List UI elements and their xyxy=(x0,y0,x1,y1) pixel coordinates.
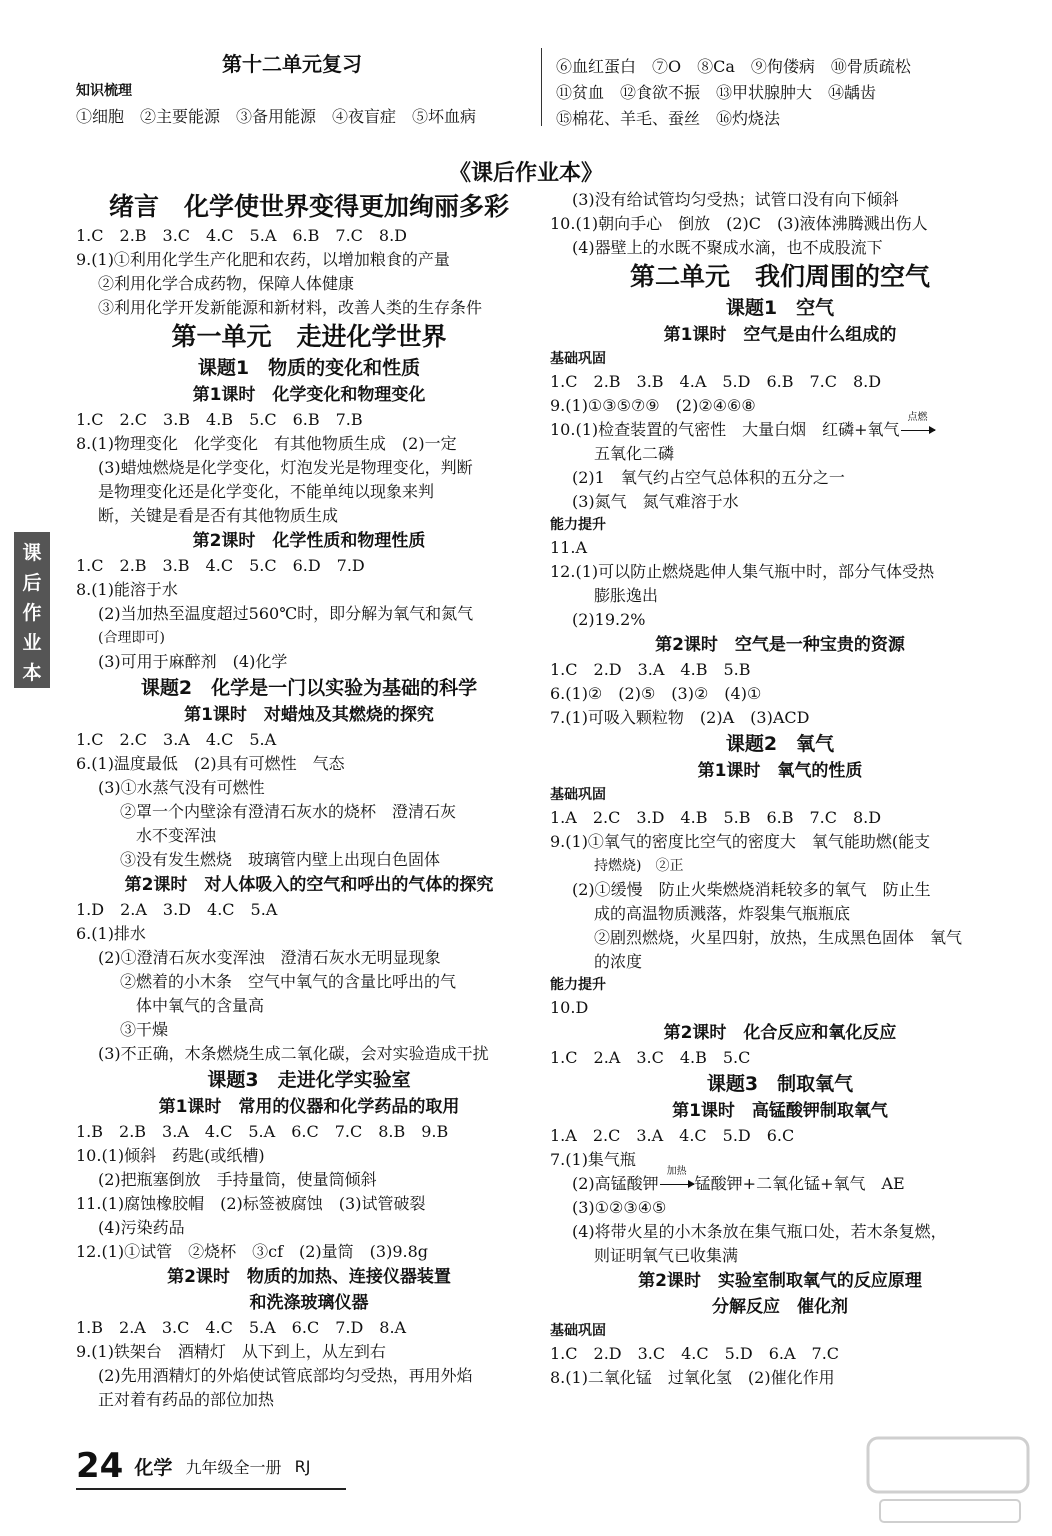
reaction-arrow xyxy=(900,412,936,442)
lesson-heading: 第1课时 高锰酸钾制取氧气 xyxy=(672,1101,888,1121)
lesson-heading: 分解反应 催化剂 xyxy=(712,1297,848,1317)
unit-heading: 第一单元 走进化学世界 xyxy=(171,322,447,351)
section-label: 能力提升 xyxy=(550,517,606,533)
answer-line xyxy=(550,412,1010,442)
answer-line: 8.(1)二氧化锰 过氧化氢 (2)催化作用 xyxy=(550,1368,835,1387)
answer-line: (3)氮气 氮气难溶于水 xyxy=(572,492,739,511)
lesson-heading: 第2课时 对人体吸入的空气和呼出的气体的探究 xyxy=(124,875,494,895)
answer-line: 9.(1)①利用化学生产化肥和农药，以增加粮食的产量 xyxy=(76,250,450,269)
right-column xyxy=(550,188,1010,1390)
answer-line: 1.C 2.D 3.A 4.B 5.B xyxy=(550,660,751,679)
unit-heading: 第二单元 我们周围的空气 xyxy=(629,262,930,291)
side-tab xyxy=(14,532,50,688)
answer-line: 1.C 2.B 3.B 4.C 5.C 6.D 7.D xyxy=(76,556,365,575)
answer-line: 1.C 2.B 3.B 4.A 5.D 6.B 7.C 8.D xyxy=(550,372,882,391)
reaction-condition: 点燃 xyxy=(907,412,928,423)
side-tab-char: 课 xyxy=(22,542,42,564)
review-line: ⑪贫血 ⑫食欲不振 ⑬甲状腺肿大 ⑭龋齿 xyxy=(556,83,877,102)
answer-line: 10.D xyxy=(550,998,589,1017)
review-line: ⑥血红蛋白 ⑦O ⑧Ca ⑨佝偻病 ⑩骨质疏松 xyxy=(556,57,911,76)
topic-heading: 课题3 制取氧气 xyxy=(706,1073,854,1095)
answer-line: 1.C 2.C 3.B 4.B 5.C 6.B 7.B xyxy=(76,410,363,429)
page-footer xyxy=(76,1446,310,1486)
answer-line: 1.B 2.B 3.A 4.C 5.A 6.C 7.C 8.B 9.B xyxy=(76,1122,449,1141)
answer-line: 断，关键是看是否有其他物质生成 xyxy=(98,506,339,525)
answer-line: (4)将带火星的小木条放在集气瓶口处，若木条复燃， xyxy=(572,1222,947,1241)
answer-line: 正对着有药品的部位加热 xyxy=(98,1390,275,1409)
footer-edition: RJ xyxy=(294,1456,311,1476)
lesson-heading: 第2课时 物质的加热、连接仪器装置 xyxy=(167,1267,451,1287)
answer-line: (2)①缓慢 防止火柴燃烧消耗较多的氧气 防止生 xyxy=(572,880,931,899)
book-title: 《课后作业本》 xyxy=(448,161,603,186)
answer-line: (合理即可) xyxy=(98,630,165,646)
answer-line: (2)19.2% xyxy=(572,610,646,629)
answer-text: (2)高锰酸钾 xyxy=(572,1174,659,1193)
watermark-logo xyxy=(860,1430,1040,1530)
answer-line: ③没有发生燃烧 玻璃管内壁上出现白色固体 xyxy=(120,850,441,869)
answer-line: (3)①②③④⑤ xyxy=(572,1198,667,1217)
answer-line: 1.B 2.A 3.C 4.C 5.A 6.C 7.D 8.A xyxy=(76,1318,407,1337)
answer-line: 6.(1)② (2)⑤ (3)② (4)① xyxy=(550,684,762,703)
answer-line: 水不变浑浊 xyxy=(136,826,217,845)
topic-heading: 课题2 化学是一门以实验为基础的科学 xyxy=(140,677,478,699)
lesson-heading: 第2课时 空气是一种宝贵的资源 xyxy=(655,635,905,655)
answer-line: 6.(1)排水 xyxy=(76,924,146,943)
answer-line: 是物理变化还是化学变化，不能单纯以现象来判 xyxy=(98,482,435,501)
answer-text: 锰酸钾+二氧化锰+氧气 AE xyxy=(694,1174,905,1193)
lesson-heading: 第2课时 化学性质和物理性质 xyxy=(192,531,426,551)
left-column xyxy=(76,190,542,1412)
answer-line: 11.(1)腐蚀橡胶帽 (2)标签被腐蚀 (3)试管破裂 xyxy=(76,1194,426,1213)
answer-line: 1.C 2.C 3.A 4.C 5.A xyxy=(76,730,277,749)
topic-heading: 课题3 走进化学实验室 xyxy=(207,1069,411,1091)
reaction-condition: 加热 xyxy=(666,1166,687,1177)
footer-subject: 化学 xyxy=(134,1456,173,1479)
answer-line: 1.A 2.C 3.A 4.C 5.D 6.C xyxy=(550,1126,795,1145)
answer-line: 12.(1)可以防止燃烧匙伸人集气瓶中时，部分气体受热 xyxy=(550,562,935,581)
answer-line: 持燃烧) ②正 xyxy=(594,858,684,874)
answer-line: 10.(1)倾斜 药匙(或纸槽) xyxy=(76,1146,265,1165)
section-label: 基础巩固 xyxy=(550,787,606,803)
review-line: ①细胞 ②主要能源 ③备用能源 ④夜盲症 ⑤坏血病 xyxy=(76,107,477,126)
side-tab-char: 后 xyxy=(22,572,42,594)
page-number: 24 xyxy=(76,1446,124,1486)
answer-line: ②燃着的小木条 空气中氧气的含量比呼出的气 xyxy=(120,972,457,991)
answer-line: (2)当加热至温度超过560℃时，即分解为氧气和氮气 xyxy=(98,604,474,623)
answer-line: (2)先用酒精灯的外焰使试管底部均匀受热，再用外焰 xyxy=(98,1366,473,1385)
answer-line: (3)不正确，木条燃烧生成二氧化碳，会对实验造成干扰 xyxy=(98,1044,489,1063)
lesson-heading: 第1课时 常用的仪器和化学药品的取用 xyxy=(158,1097,460,1117)
side-tab-char: 作 xyxy=(22,602,42,624)
answer-line: 9.(1)①氧气的密度比空气的密度大 氧气能助燃(能支 xyxy=(550,832,931,851)
answer-line: 8.(1)能溶于水 xyxy=(76,580,178,599)
answer-line: 体中氧气的含量高 xyxy=(136,996,265,1015)
answer-text: 10.(1)检查装置的气密性 大量白烟 红磷+氧气 xyxy=(550,420,900,439)
side-tab-char: 业 xyxy=(22,632,42,654)
answer-line: 10.(1)朝向手心 倒放 (2)C (3)液体沸腾溅出伤人 xyxy=(550,214,928,233)
answer-line: 11.A xyxy=(550,538,587,557)
section-label: 知识梳理 xyxy=(76,83,132,99)
lesson-heading: 第2课时 化合反应和氧化反应 xyxy=(663,1023,897,1043)
lesson-heading: 第2课时 实验室制取氧气的反应原理 xyxy=(638,1271,922,1291)
lesson-heading: 第1课时 对蜡烛及其燃烧的探究 xyxy=(184,705,434,725)
column-divider xyxy=(541,48,542,126)
unit-heading: 绪言 化学使世界变得更加绚丽多彩 xyxy=(108,192,509,221)
answer-line xyxy=(550,1166,1010,1196)
answer-line: (4)污染药品 xyxy=(98,1218,185,1237)
answer-line: 则证明氧气已收集满 xyxy=(594,1246,739,1265)
topic-heading: 课题1 物质的变化和性质 xyxy=(197,357,421,379)
lesson-heading: 第1课时 化学变化和物理变化 xyxy=(192,385,426,405)
answer-line: (3)①水蒸气没有可燃性 xyxy=(98,778,265,797)
answer-line: 6.(1)温度最低 (2)具有可燃性 气态 xyxy=(76,754,345,773)
answer-line: 7.(1)集气瓶 xyxy=(550,1150,636,1169)
answer-line: 膨胀逸出 xyxy=(594,586,659,605)
answer-line: 的浓度 xyxy=(594,952,643,971)
answer-line: 五氧化二磷 xyxy=(594,444,675,463)
answer-line: (3)可用于麻醉剂 (4)化学 xyxy=(98,652,288,671)
answer-line: ②罩一个内壁涂有澄清石灰水的烧杯 澄清石灰 xyxy=(120,802,457,821)
answer-line: 1.D 2.A 3.D 4.C 5.A xyxy=(76,900,278,919)
answer-line: 12.(1)①试管 ②烧杯 ③cf (2)量筒 (3)9.8g xyxy=(76,1242,429,1261)
answer-line: ②利用化学合成药物，保障人体健康 xyxy=(98,274,355,293)
answer-line: 8.(1)物理变化 化学变化 有其他物质生成 (2)一定 xyxy=(76,434,457,453)
footer-rule xyxy=(76,1488,346,1490)
section-label: 基础巩固 xyxy=(550,1323,606,1339)
answer-line: ②剧烈燃烧，火星四射，放热，生成黑色固体 氧气 xyxy=(594,928,963,947)
section-label: 基础巩固 xyxy=(550,351,606,367)
side-tab-char: 本 xyxy=(22,662,42,684)
answer-line: 7.(1)可吸入颗粒物 (2)A (3)ACD xyxy=(550,708,810,727)
answer-line: (2)①澄清石灰水变浑浊 澄清石灰水无明显现象 xyxy=(98,948,441,967)
answer-line: 9.(1)①③⑤⑦⑨ (2)②④⑥⑧ xyxy=(550,396,756,415)
answer-line: (3)没有给试管均匀受热；试管口没有向下倾斜 xyxy=(572,190,899,209)
lesson-heading: 和洗涤玻璃仪器 xyxy=(249,1293,369,1313)
lesson-heading: 第1课时 空气是由什么组成的 xyxy=(663,325,897,345)
answer-line: 成的高温物质溅落，炸裂集气瓶瓶底 xyxy=(594,904,851,923)
answer-line: 9.(1)铁架台 酒精灯 从下到上，从左到右 xyxy=(76,1342,386,1361)
reaction-arrow xyxy=(659,1166,695,1196)
topic-heading: 课题2 氧气 xyxy=(725,733,835,755)
review-title: 第十二单元复习 xyxy=(222,52,362,76)
answer-line: (2)1 氧气约占空气总体积的五分之一 xyxy=(572,468,845,487)
footer-grade: 九年级全一册 xyxy=(185,1457,282,1477)
answer-line: 1.A 2.C 3.D 4.B 5.B 6.B 7.C 8.D xyxy=(550,808,882,827)
answer-line: (3)蜡烛燃烧是化学变化，灯泡发光是物理变化，判断 xyxy=(98,458,473,477)
answer-line: 1.C 2.D 3.C 4.C 5.D 6.A 7.C xyxy=(550,1344,840,1363)
lesson-heading: 第1课时 氧气的性质 xyxy=(697,761,863,781)
answer-line: (2)把瓶塞倒放 手持量筒，使量筒倾斜 xyxy=(98,1170,377,1189)
review-line: ⑮棉花、羊毛、蚕丝 ⑯灼烧法 xyxy=(556,109,781,128)
answer-line: (4)器壁上的水既不聚成水滴，也不成股流下 xyxy=(572,238,883,257)
answer-line: ③干燥 xyxy=(120,1020,169,1039)
topic-heading: 课题1 空气 xyxy=(725,297,835,319)
section-label: 能力提升 xyxy=(550,977,606,993)
answer-line: ③利用化学开发新能源和新材料，改善人类的生存条件 xyxy=(98,298,483,317)
answer-line: 1.C 2.A 3.C 4.B 5.C xyxy=(550,1048,751,1067)
answer-line: 1.C 2.B 3.C 4.C 5.A 6.B 7.C 8.D xyxy=(76,226,407,245)
